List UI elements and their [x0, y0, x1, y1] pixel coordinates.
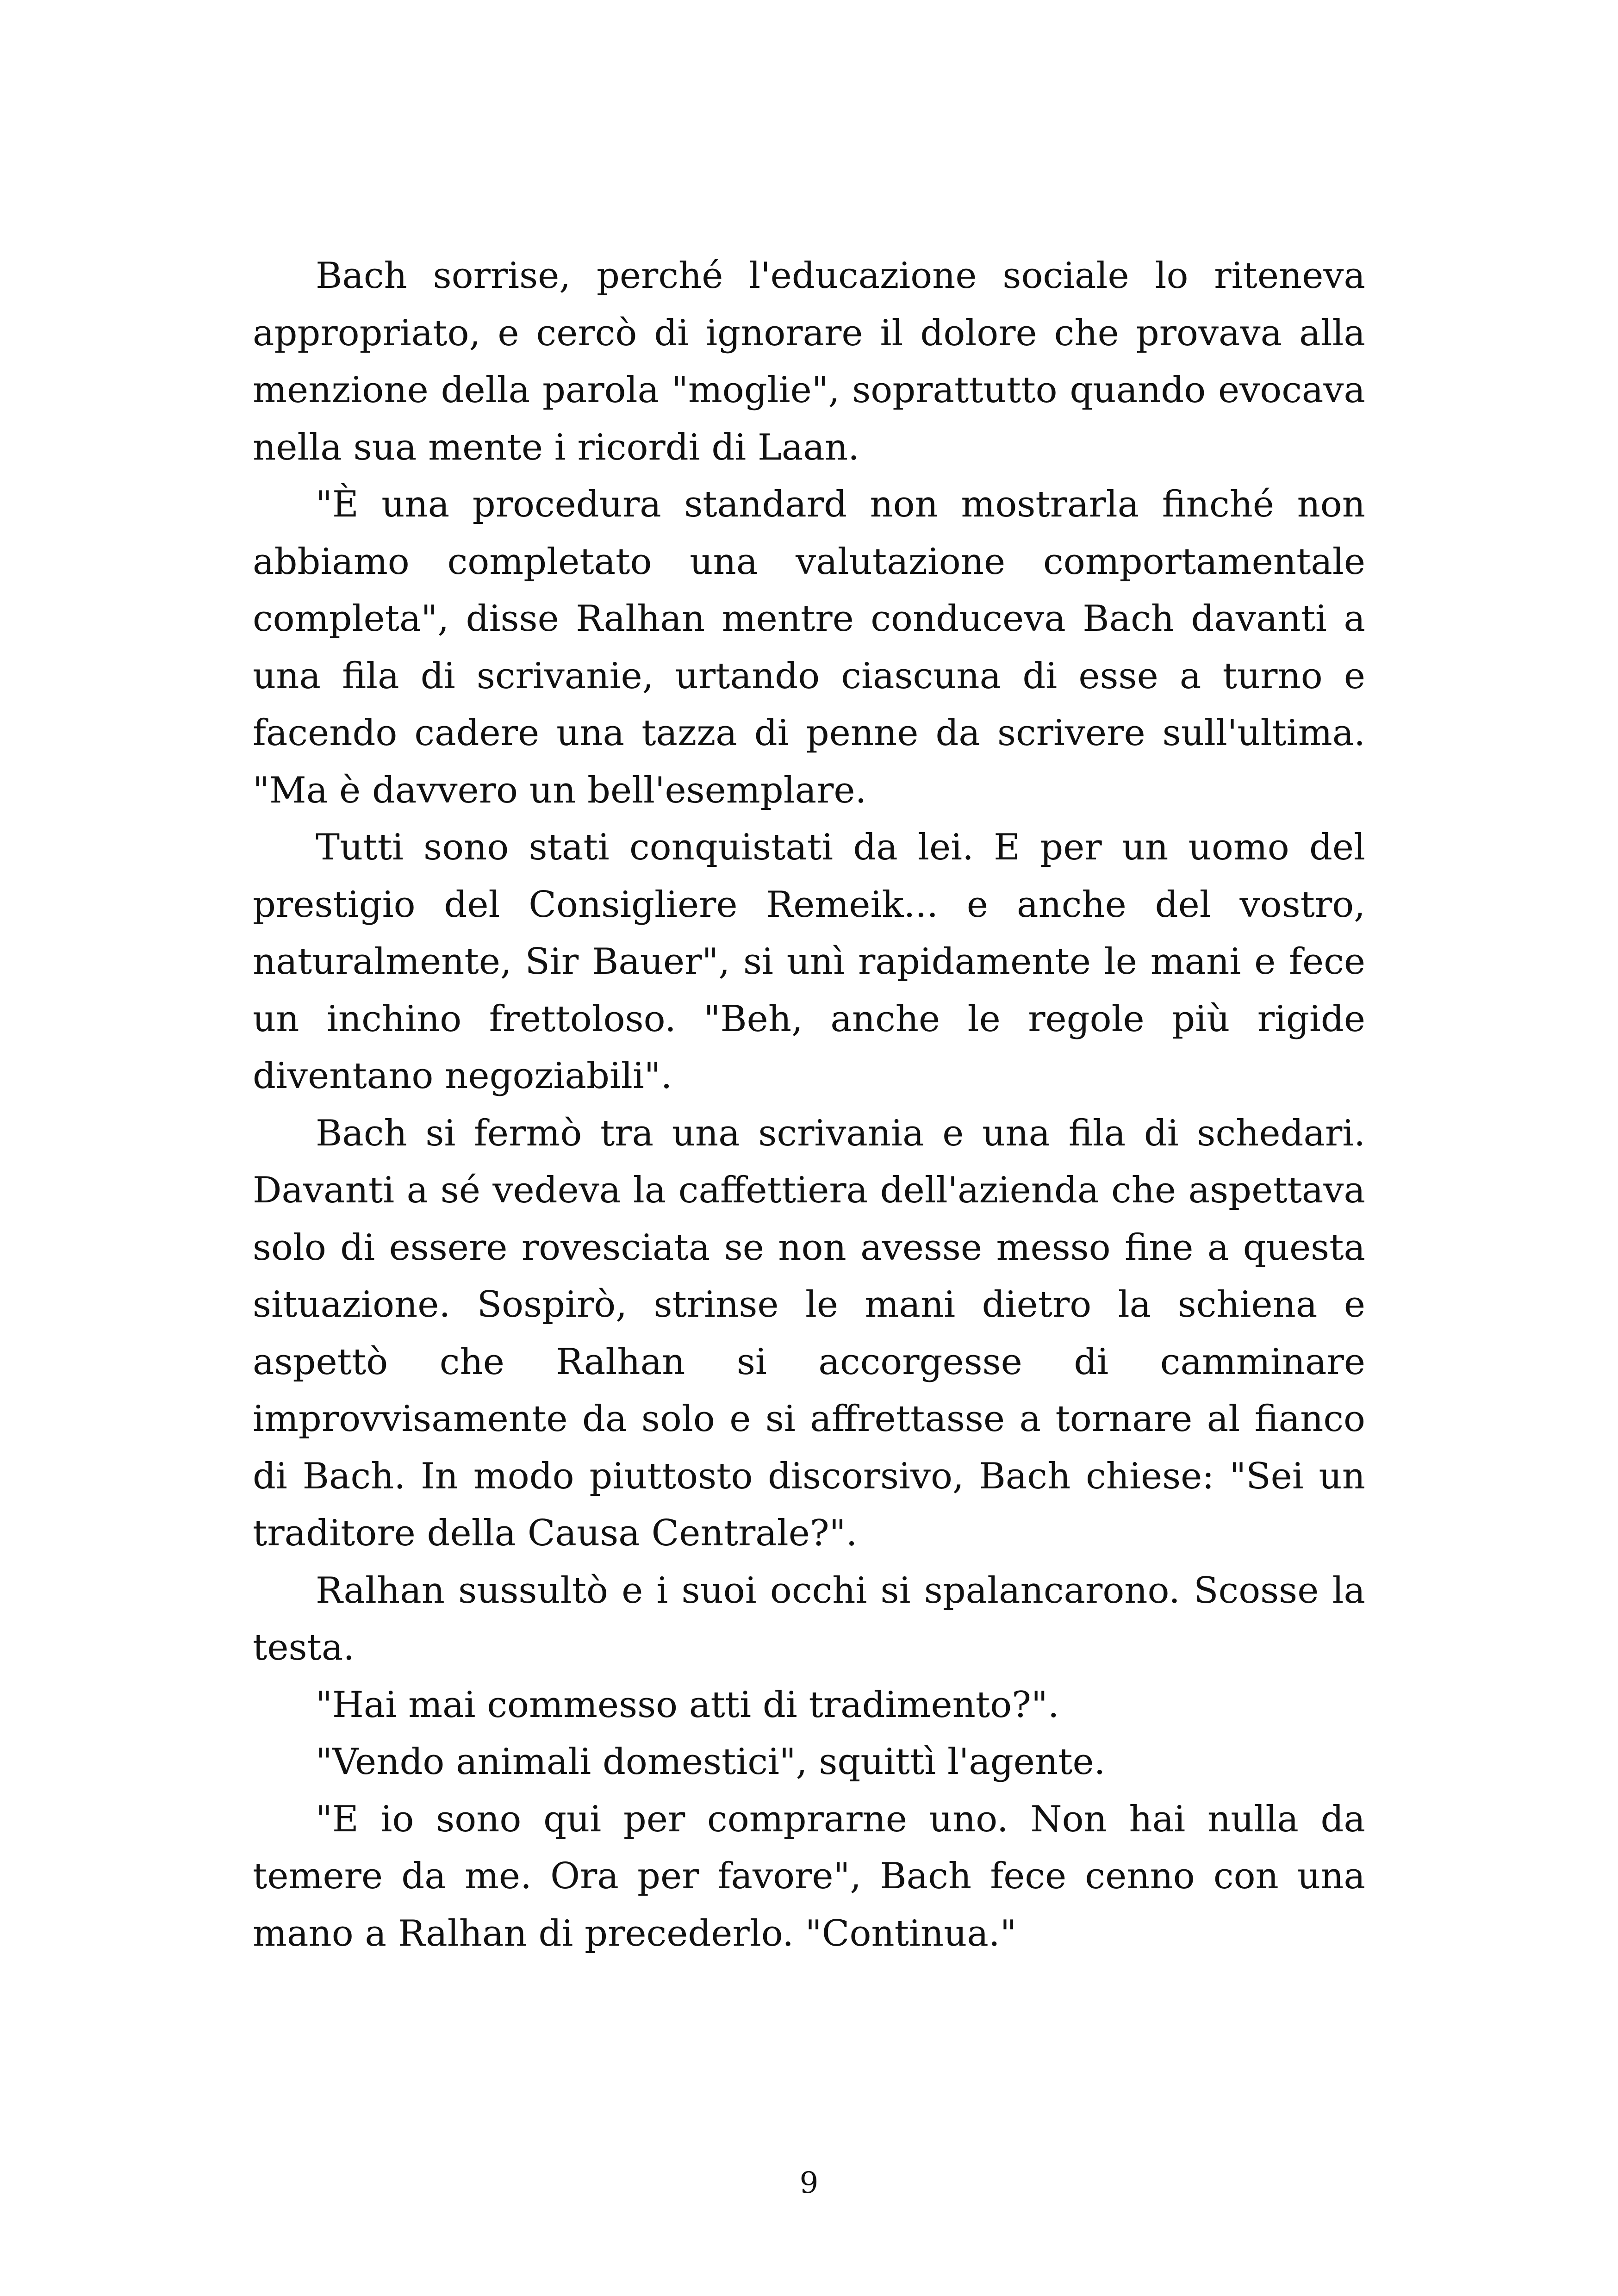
paragraph: Ralhan sussultò e i suoi occhi si spalancarono. Scosse la testa. — [253, 1569, 1365, 1668]
paragraph: "Hai mai commesso atti di tradimento?". — [316, 1684, 1059, 1726]
paragraph: "E io sono qui per comprarne uno. Non hai nulla da temere da me. Ora per favore", Bach fece cenno con una mano a Ralhan di precederlo. "Continua." — [253, 1798, 1365, 1954]
paragraph: Bach sorrise, perché l'educazione sociale lo riteneva appropriato, e cercò di ignorare il dolore che provava alla menzione della parola "moglie", soprattutto quando evocava nella sua mente i ricordi di Laan. — [253, 255, 1365, 468]
paragraph: "Vendo animali domestici", squittì l'agente. — [316, 1741, 1106, 1783]
paragraph: Bach si fermò tra una scrivania e una fila di schedari. Davanti a sé vedeva la caffettiera dell'azienda che aspettava solo di essere rovesciata se non avesse messo fine a questa situazione. Sospirò, strinse le mani dietro la schiena e aspettò che Ralhan si accorgesse di camminare improvvisamente da solo e si affrettasse a tornare al fianco di Bach. In modo piuttosto discorsivo, Bach chiese: "Sei un traditore della Causa Centrale?". — [253, 1112, 1365, 1554]
paragraph: Tutti sono stati conquistati da lei. E per un uomo del prestigio del Consigliere Remeik... e anche del vostro, naturalmente, Sir Bauer", si unì rapidamente le mani e fece un inchino frettoloso. "Beh, anche le regole più rigide diventano negoziabili". — [253, 827, 1365, 1097]
page-number: 9 — [799, 2166, 819, 2200]
paragraph: "È una procedura standard non mostrarla finché non abbiamo completato una valutazione comportamentale completa", disse Ralhan mentre conduceva Bach davanti a una fila di scrivanie, urtando ciascuna di esse a turno e facendo cadere una tazza di penne da scrivere sull'ultima. "Ma è davvero un bell'esemplare. — [253, 484, 1365, 811]
body-text — [253, 248, 1365, 1962]
